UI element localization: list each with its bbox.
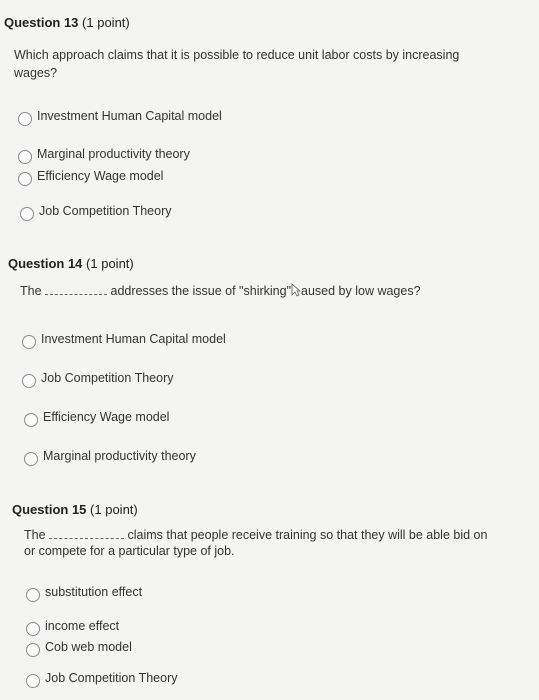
- radio-button[interactable]: [20, 207, 34, 221]
- q15-option-1[interactable]: [26, 583, 142, 601]
- q14-text-after: aused by low wages?: [301, 284, 421, 298]
- question-14-number: Question 14: [8, 256, 83, 271]
- question-13-text: Which approach claims that it is possible to reduce unit labor costs by increasing wages?: [14, 48, 460, 80]
- option-label: Efficiency Wage model: [37, 169, 164, 183]
- q15-text-after: claims that people receive training so that they will be able bid on: [127, 528, 488, 542]
- option-label: Cob web model: [45, 640, 132, 654]
- q15-option-4[interactable]: [26, 669, 177, 687]
- q14-text-middle: addresses the issue of "shirking": [110, 284, 292, 298]
- option-label: Job Competition Theory: [39, 204, 172, 218]
- radio-button[interactable]: [24, 413, 38, 427]
- q13-option-4[interactable]: [20, 202, 171, 220]
- q15-option-3[interactable]: [26, 638, 132, 656]
- radio-button[interactable]: [18, 150, 32, 164]
- option-label: Marginal productivity theory: [43, 449, 196, 463]
- question-14-title: [8, 256, 134, 271]
- question-13-number: Question 13: [4, 15, 79, 30]
- option-label: Job Competition Theory: [41, 371, 174, 385]
- option-label: Job Competition Theory: [45, 671, 178, 685]
- fill-in-blank: [45, 284, 107, 295]
- q14-option-2[interactable]: [22, 369, 173, 387]
- radio-button[interactable]: [22, 335, 36, 349]
- q13-option-1[interactable]: [18, 107, 222, 125]
- q15-text-before: The: [24, 528, 46, 542]
- option-label: Efficiency Wage model: [43, 410, 170, 424]
- radio-button[interactable]: [22, 374, 36, 388]
- option-label: Investment Human Capital model: [37, 109, 222, 123]
- radio-button[interactable]: [26, 674, 40, 688]
- mouse-cursor-icon: [291, 283, 301, 297]
- question-13-title: [4, 15, 130, 30]
- option-label: Investment Human Capital model: [41, 332, 226, 346]
- question-15-points: (1 point): [90, 502, 138, 517]
- option-label: income effect: [45, 619, 120, 633]
- question-13-points: (1 point): [82, 15, 130, 30]
- question-14-points: (1 point): [86, 256, 134, 271]
- radio-button[interactable]: [26, 588, 40, 602]
- option-label: substitution effect: [45, 585, 143, 599]
- fill-in-blank: [49, 528, 124, 539]
- q13-option-2[interactable]: [18, 145, 190, 163]
- radio-button[interactable]: [26, 622, 40, 636]
- q14-option-3[interactable]: [24, 408, 169, 426]
- question-15-title: [12, 502, 138, 517]
- option-label: Marginal productivity theory: [37, 147, 190, 161]
- radio-button[interactable]: [18, 112, 32, 126]
- radio-button[interactable]: [18, 172, 32, 186]
- q15-option-2[interactable]: [26, 617, 119, 635]
- q13-option-3[interactable]: [18, 167, 163, 185]
- radio-button[interactable]: [24, 452, 38, 466]
- q14-option-4[interactable]: [24, 447, 196, 465]
- q14-option-1[interactable]: [22, 330, 226, 348]
- q14-text-before: The: [20, 284, 42, 298]
- question-15-number: Question 15: [12, 502, 87, 517]
- question-15-text-line2: or compete for a particular type of job.: [24, 544, 235, 558]
- question-14-text: [20, 282, 421, 300]
- radio-button[interactable]: [26, 643, 40, 657]
